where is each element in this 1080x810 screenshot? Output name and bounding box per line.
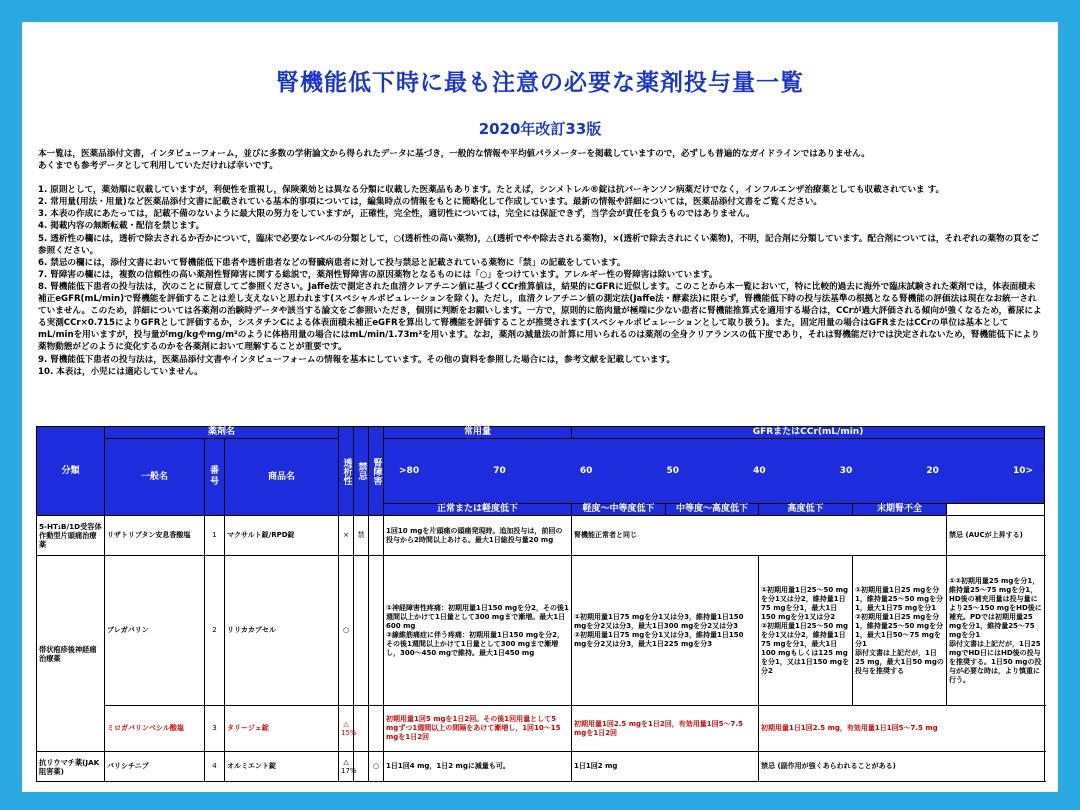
cell-brand: マクサルト錠/RPD錠 bbox=[225, 516, 339, 556]
cell-mild-moderate: ①初期用量1日75 mgを分1又は分3，維持量1日150 mgを分2又は分3，最大1日300 mgを分2又は分3 ②初期用量1日75 mgを分1又は分3，維持量1日150 mgを分2又は分3，最大1日225 mgを分3 bbox=[572, 556, 759, 706]
intro-line: あくまでも参考データとして利用していただければ幸いです。 bbox=[38, 161, 278, 172]
cell-severe-to-dialysis: 初期用量1日1回2.5 mg，有効用量1日1回5～7.5 mg bbox=[759, 706, 1045, 752]
cell-category: 抗リウマチ薬(JAK阻害薬) bbox=[37, 752, 105, 782]
cell-nephrotoxicity bbox=[369, 556, 384, 706]
table-row bbox=[37, 706, 1045, 752]
gfr-tick: 70 bbox=[493, 465, 506, 476]
cell-brand: タリージェ錠 bbox=[225, 706, 339, 752]
intro-line: 6. 禁忌の欄には，添付文書において腎機能低下患者や透析患者などの腎臓病患者に対して投与禁忌と記載されている薬物に「禁」の記載をしています。 bbox=[38, 257, 626, 268]
header-number: 番号 bbox=[205, 439, 225, 516]
table-row bbox=[37, 556, 1045, 706]
header-gfr: GFRまたはCCr(mL/min) bbox=[572, 427, 1045, 439]
cell-hd-pd: 禁忌 (AUCが上昇する) bbox=[947, 516, 1045, 556]
cell-usual-dose: ①神経障害性疼痛：初期用量1日150 mgを分2，その後1週間以上かけて1日量として300 mgまで漸増。最大1日600 mg ②線維筋痛症に伴う疼痛：初期用量1日150 mgを分2，その後1週間以上かけて1日量として300 mgまで漸増し，300～450 mgで維持。最大1日450 mg bbox=[384, 556, 572, 706]
cell-usual-dose: 1日1回4 mg，1日2 mgに減量も可。 bbox=[384, 752, 572, 782]
cell-usual-dose: 初期用量1回5 mgを1日2回。その後1回用量として5 mgずつ1週間以上の間隔をあけて漸増し，1回10～15 mgを1日2回 bbox=[384, 706, 572, 752]
band-severe: 高度低下 bbox=[759, 504, 853, 516]
band-mild-moderate: 軽度～中等度低下 bbox=[572, 504, 666, 516]
cell-number: 4 bbox=[205, 752, 225, 782]
cell-usual-dose: 1回10 mgを片頭痛の頭痛発現時。追加投与は，前回の投与から2時間以上あける。最大1日総投与量20 mg bbox=[384, 516, 572, 556]
cell-mild-moderate: 1日1回2 mg bbox=[572, 752, 759, 782]
cell-contraindication: 禁 bbox=[354, 516, 369, 556]
intro-line: 本一覧は，医薬品添付文書，インタビューフォーム，並びに多数の学術論文から得られたデータに基づき，一般的な情報や平均値パラメーターを掲載していますので，必ずしも普遍的なガイドラインではありません。 bbox=[38, 149, 870, 159]
cell-brand: オルミエント錠 bbox=[225, 752, 339, 782]
cell-number: 2 bbox=[205, 556, 225, 706]
header-brand: 商品名 bbox=[225, 439, 339, 516]
cell-generic: リザトリプタン安息香酸塩 bbox=[105, 516, 205, 556]
intro-line: 10. 本表は，小児には適応していません。 bbox=[38, 366, 203, 377]
dosage-table-wrapper bbox=[36, 426, 1044, 792]
table-row bbox=[37, 516, 1045, 556]
intro-line: 1. 原則として，薬効順に収載していますが，利便性を重視し，保険薬効とは異なる分類に収載した医薬品もあります。たとえば，シンメトレル®錠は抗パーキンソン病薬だけでなく，インフルエンザ治療薬としても収載されていま す。 bbox=[38, 185, 945, 196]
cell-dialyzability: × bbox=[339, 516, 354, 556]
cell-generic: ミロガバリンベシル酸塩 bbox=[105, 706, 205, 752]
dosage-table bbox=[36, 426, 1045, 782]
band-moderate-severe: 中等度～高度低下 bbox=[666, 504, 759, 516]
table-row bbox=[37, 752, 1045, 782]
cell-mild-moderate: 初期用量1回2.5 mgを1日2回，有効用量1回5～7.5 mgを1日2回 bbox=[572, 706, 759, 752]
cell-hd-pd: ①②初期用量25 mgを分1，維持量25～75 mgを分1，HD後の補充用量は投与量により25～150 mgをHD後に補充。PDでは初期用量25 mgを分1，維持量25～75 mgを分1 添付文書は上記だが，1日25 mgでHD日にはHD後の投与を推奨する。1日50 mgの投与が必要な時は，より慎重に行う。 bbox=[947, 556, 1045, 706]
gfr-tick: >80 bbox=[399, 465, 420, 476]
intro-line: 2. 常用量(用法・用量)など医薬品添付文書に記載されている基本的事項については，編集時点の情報をもとに簡略化して作成しています。最新の情報や詳細については，医薬品添付文書をご覧ください。 bbox=[38, 197, 822, 208]
gfr-tick: 60 bbox=[579, 465, 593, 476]
cell-number: 3 bbox=[205, 706, 225, 752]
cell-severe: ①初期用量1日25～50 mgを分1又は分2，維持量1日75 mgを分1，最大1日150 mgを分1又は分2 ②初期用量1日25～50 mgを分1又は分2，維持量1日75 mgを分1，最大1日100 mgもしくは125 mgを分1，又は1日150 mgを分2 bbox=[759, 556, 853, 706]
header-drug-name: 薬剤名 bbox=[105, 427, 339, 439]
gfr-tick: 40 bbox=[753, 465, 766, 476]
cell-brand: リリカカプセル bbox=[225, 556, 339, 706]
band-eskd: 末期腎不全 bbox=[853, 504, 947, 516]
page-title: 腎機能低下時に最も注意の必要な薬剤投与量一覧 bbox=[276, 70, 804, 96]
cell-nephrotoxicity bbox=[369, 706, 384, 752]
intro-notes bbox=[38, 148, 1043, 378]
cell-generic: バリシチニブ bbox=[105, 752, 205, 782]
cell-category: 5-HT₁B/1D受容体作動型片頭痛治療薬 bbox=[37, 516, 105, 556]
intro-line: 4. 掲載内容の無断転載・配信を禁じます。 bbox=[38, 221, 205, 232]
cell-dialyzability: ○ bbox=[339, 556, 354, 706]
cell-eskd: ①初期用量1日25 mgを分1，維持量25～50 mgを分1，最大1日75 mgを分1 ②初期用量1日25 mgを分1，維持量25～50 mgを分1，最大1日50～75 mgを分1 添付文書は上記だが，1日25 mg，最大1日50 mgの投与を推奨する bbox=[853, 556, 947, 706]
cell-nephrotoxicity bbox=[369, 516, 384, 556]
cell-category: 帯状疱疹後神経痛治療薬 bbox=[37, 556, 105, 752]
cell-number: 1 bbox=[205, 516, 225, 556]
gfr-tick: 50 bbox=[666, 465, 679, 476]
header-generic: 一般名 bbox=[105, 439, 205, 516]
document-page bbox=[22, 22, 1058, 792]
intro-line: 9. 腎機能低下患者の投与法は，医薬品添付文書やインタビューフォームの情報を基本にしています。その他の資料を参照した場合には，参考文献を記載しています。 bbox=[38, 354, 676, 365]
band-normal: 正常または軽度低下 bbox=[384, 504, 572, 516]
header-category: 分類 bbox=[37, 427, 105, 516]
cell-nephrotoxicity: ○ bbox=[369, 752, 384, 782]
cell-generic: プレガバリン bbox=[105, 556, 205, 706]
intro-line: 5. 透析性の欄には，透析で除去されるか否かについて，臨床で必要なレベルの分類として，○(透析性の高い薬物)，△(透析でやや除去される薬物)，×(透析で除去されにくい薬物)，不明，記合剤に分類しています。配合剤については，それぞれの薬物の頁をご参照ください。 bbox=[38, 233, 1040, 256]
cell-dialyzability: △ 17% bbox=[339, 752, 354, 782]
gfr-tick: 30 bbox=[839, 465, 853, 476]
cell-dialyzability: △ 15% bbox=[339, 706, 354, 752]
header-dialyzability: 透析性 bbox=[339, 427, 354, 516]
cell-severe-to-dialysis: 禁忌 (副作用が強くあらわれることがある) bbox=[759, 752, 1045, 782]
intro-line: 7. 腎障害の欄には，複数の信頼性の高い薬剤性腎障害に関する総説で，薬剤性腎障害の原因薬物となるものには「○」をつけています。アレルギー性の腎障害は除いています。 bbox=[38, 269, 718, 280]
gfr-scale bbox=[384, 439, 1045, 504]
gfr-tick: 20 bbox=[926, 465, 939, 476]
header-nephrotoxicity: 腎障害 bbox=[369, 427, 384, 516]
gfr-tick: 10> bbox=[1012, 465, 1034, 476]
header-contraindication: 禁忌 bbox=[354, 427, 369, 516]
header-usual-dose: 常用量 bbox=[384, 427, 572, 439]
cell-mild-to-severe: 腎機能正常者と同じ bbox=[572, 516, 947, 556]
intro-line: 3. 本表の作成にあたっては，記載不備のないように最大限の努力をしていますが，正確性，完全性，適切性については，完全には保証できず，当学会が責任を負うものではありません。 bbox=[38, 209, 755, 220]
cell-contraindication bbox=[354, 556, 369, 706]
intro-line: 8. 腎機能低下患者の投与法は，次のことに留意してご参照ください。Jaffe法で測定された血清クレアチニン値に基づくCCr推算値は，結果的にGFRに近似します。このことから本一覧において，特に比較的過去に海外で臨床試験された薬剤では，体表面積未補正eGFR(mL/min)で腎機能を評価することは差し支えないと思われます(スペシャルポピュレーションを除く)。ただし，血清クレアチニン値の測定法(Jaffe法・酵素法)に限らず，腎機能低下時の投与法基準の根拠となる腎機能の評価法は現在なお統一されていません。このため，詳細については各薬剤の治験時データや該当する論文をご参照いただき，個別に判断をお願いします。一方で，原則的に筋肉量が極端に少ない患者に腎機能推算式を適用する場合は，CCrが過大評価される傾向が強くなるため，蓄尿による実測CCr×0.715によりGFRとして評価するか，シスタチンCによる体表面積未補正eGFRを算出して腎機能を評価することが推奨されます(スペシャルポピュレーションとして取り扱う)。また，固定用量の場合はGFRまたはCCrの単位は基本としてmL/minを用いますが，投与量がmg/kgやmg/m²のように体格用量の場合にはmL/min/1.73m²を用います。なお，薬剤の減量法の計算に用いられるのは薬剤の全身クリアランスの低下度であり，それは腎機能だけでは決定されないため，腎機能低下により薬物動態がどのように変化するのかを各薬剤において理解することが重要です。 bbox=[38, 281, 1042, 353]
edition-subtitle: 2020年改訂33版 bbox=[478, 120, 602, 138]
